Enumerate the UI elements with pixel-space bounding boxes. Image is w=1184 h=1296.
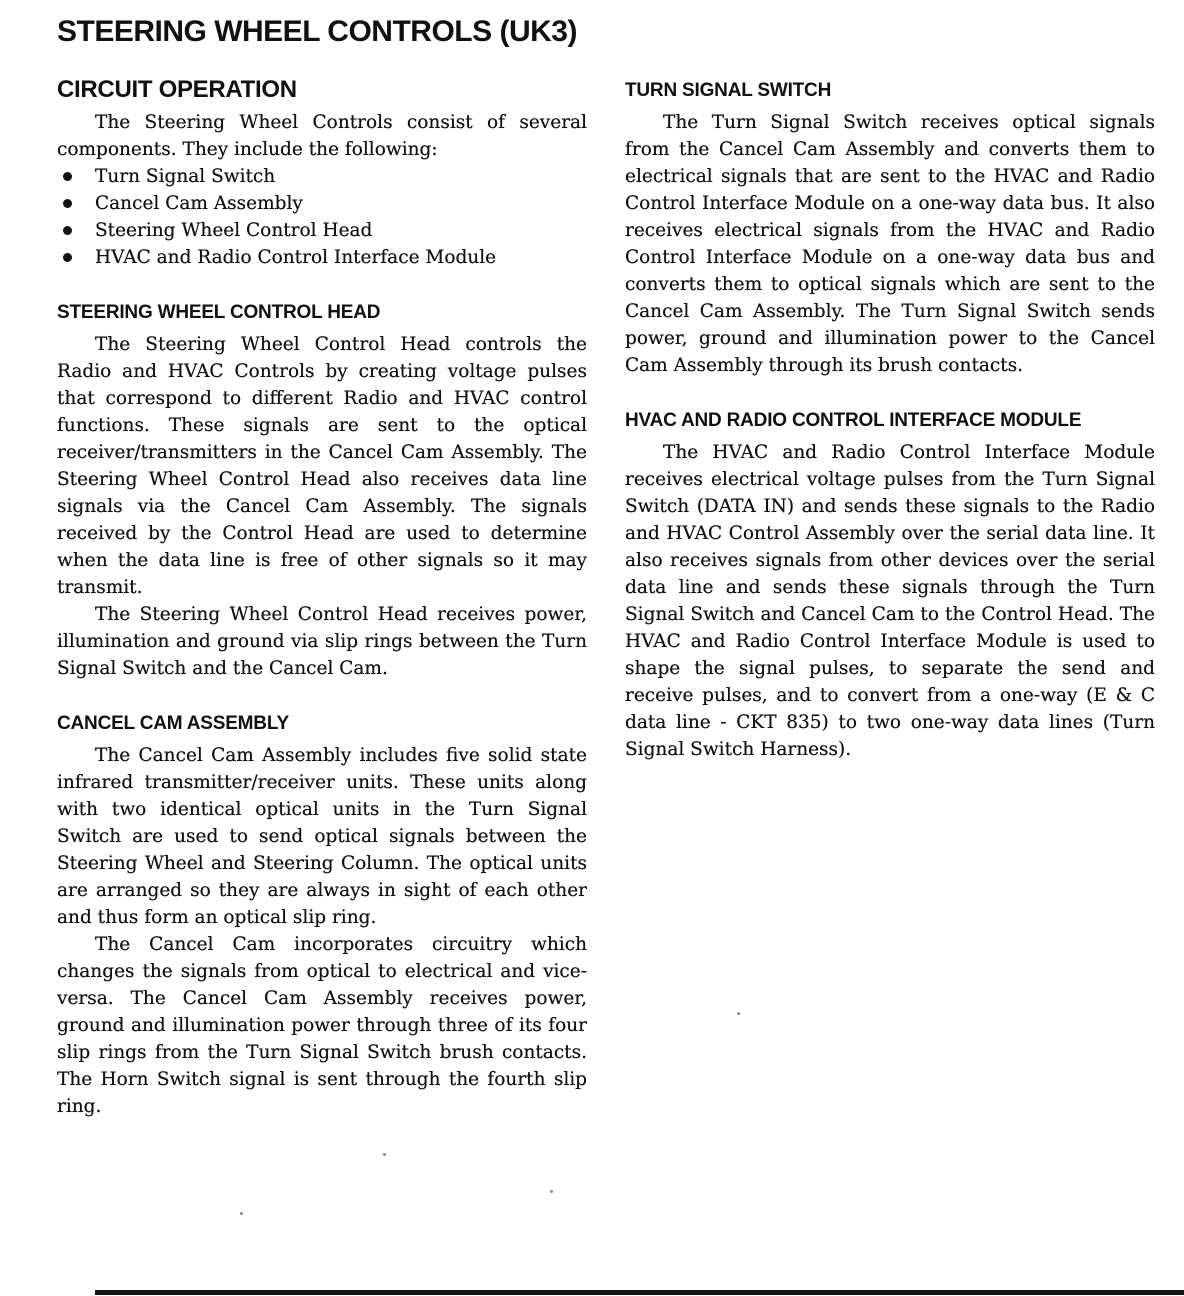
scan-speck: [240, 1212, 243, 1215]
list-item-label: Steering Wheel Control Head: [95, 220, 373, 241]
turn-signal-paragraph: The Turn Signal Switch receives optical signals from the Cancel Cam Assembly and converts them to electrical signals that are sent to the HVAC and Radio Control Interface Module on a one-way data bus. It also receives electrical signals from the HVAC and Radio Control Interface Module on a one-way data bus and converts them to optical signals which are sent to the Cancel Cam Assembly. The Turn Signal Switch sends power, ground and illumination power to the Cancel Cam Assembly through its brush contacts.: [625, 112, 1155, 376]
page-edge-scan-line: [95, 1290, 1184, 1295]
bullet-icon: [63, 172, 72, 181]
bullet-icon: [63, 199, 72, 208]
section-heading-hvac-radio-interface-module: HVAC AND RADIO CONTROL INTERFACE MODULE: [625, 410, 1082, 431]
bullet-icon: [63, 253, 72, 262]
bullet-icon: [63, 226, 72, 235]
section-heading-steering-wheel-control-head: STEERING WHEEL CONTROL HEAD: [57, 302, 381, 323]
list-item: [57, 244, 587, 271]
cancel-cam-paragraph-1: The Cancel Cam Assembly includes five solid state infrared transmitter/receiver units. These units along with two identical optical units in the Turn Signal Switch are used to send optical signals between the Steering Wheel and Steering Column. The optical units are arranged so they are always in sight of each other and thus form an optical slip ring.: [57, 745, 587, 928]
list-item: [57, 217, 587, 244]
section-heading-circuit-operation: CIRCUIT OPERATION: [57, 76, 297, 103]
list-item-label: HVAC and Radio Control Interface Module: [95, 247, 497, 268]
two-column-layout: [57, 77, 1184, 1120]
section-heading-turn-signal-switch: TURN SIGNAL SWITCH: [625, 80, 832, 101]
list-item: [57, 190, 587, 217]
page-title: STEERING WHEEL CONTROLS (UK3): [57, 15, 577, 48]
left-column: [57, 77, 587, 1120]
control-head-paragraph-1: The Steering Wheel Control Head controls the Radio and HVAC Controls by creating voltage pulses that correspond to different Radio and HVAC control functions. These signals are sent to the optical receiver/transmitters in the Cancel Cam Assembly. The Steering Wheel Control Head also receives data line signals via the Cancel Cam Assembly. The signals received by the Control Head are used to determine when the data line is free of other signals so it may transmit.: [57, 334, 587, 598]
list-item-label: Cancel Cam Assembly: [95, 193, 303, 214]
cancel-cam-paragraph-2: The Cancel Cam incorporates circuitry which changes the signals from optical to electrical and vice-versa. The Cancel Cam Assembly receives power, ground and illumination power through three of its four slip rings from the Turn Signal Switch brush contacts. The Horn Switch signal is sent through the fourth slip ring.: [57, 934, 587, 1117]
scan-speck: [383, 1153, 386, 1156]
control-head-paragraph-2: The Steering Wheel Control Head receives power, illumination and ground via slip rings between the Turn Signal Switch and the Cancel Cam.: [57, 604, 587, 679]
section-heading-cancel-cam-assembly: CANCEL CAM ASSEMBLY: [57, 713, 289, 734]
interface-module-paragraph: The HVAC and Radio Control Interface Module receives electrical voltage pulses from the Turn Signal Switch (DATA IN) and sends these signals to the Radio and HVAC Control Assembly over the serial data line. It also receives signals from other devices over the serial data line and sends these signals through the Turn Signal Switch and Cancel Cam to the Control Head. The HVAC and Radio Control Interface Module is used to shape the signal pulses, to separate the send and receive pulses, and to convert from a one-way (E & C data line - CKT 835) to two one-way data lines (Turn Signal Switch Harness).: [625, 442, 1155, 760]
circuit-operation-intro-paragraph: The Steering Wheel Controls consist of several components. They include the following:: [57, 112, 587, 160]
component-list: [57, 163, 587, 271]
scan-speck: [550, 1190, 553, 1193]
right-column: [625, 77, 1155, 763]
list-item: [57, 163, 587, 190]
scan-speck: [737, 1012, 740, 1015]
list-item-label: Turn Signal Switch: [95, 166, 276, 187]
